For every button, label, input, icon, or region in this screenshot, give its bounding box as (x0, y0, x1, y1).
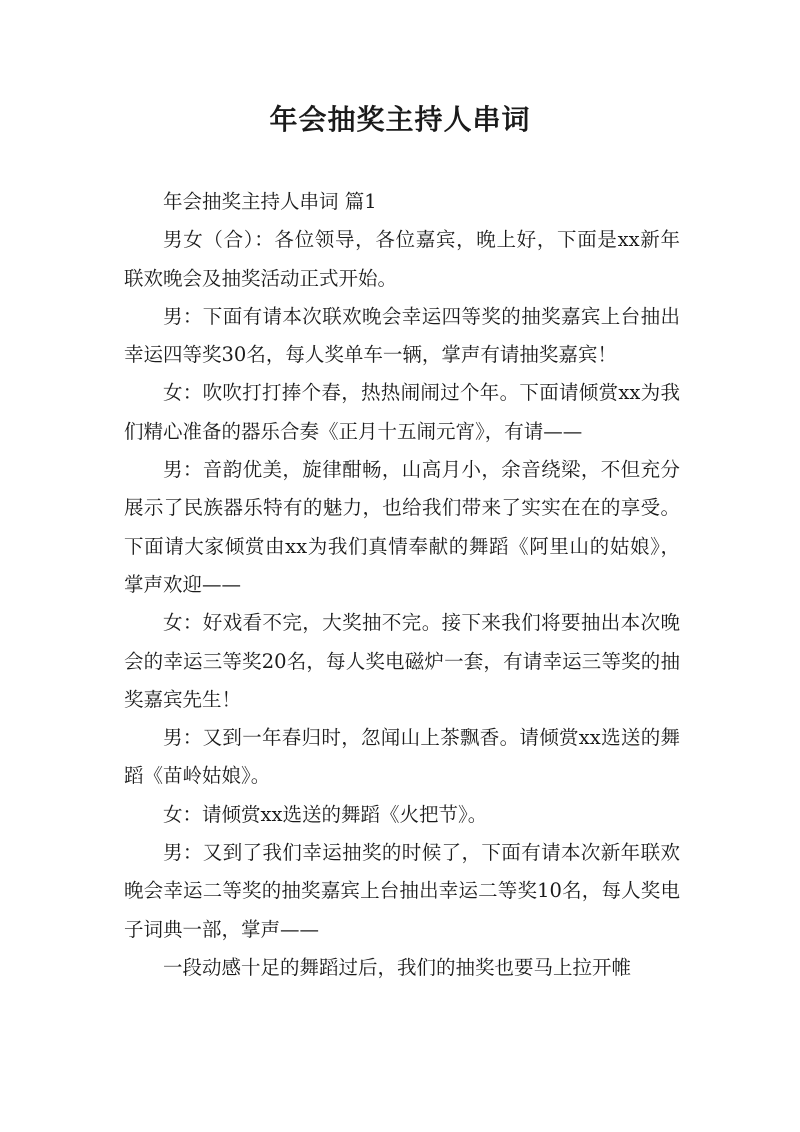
paragraph: 男：又到了我们幸运抽奖的时候了，下面有请本次新年联欢晚会幸运二等奖的抽奖嘉宾上台抽出幸运二等奖10名，每人奖电子词典一部，掌声—— (124, 841, 680, 941)
paragraph: 女：好戏看不完，大奖抽不完。接下来我们将要抽出本次晚会的幸运三等奖20名，每人奖电磁炉一套，有请幸运三等奖的抽奖嘉宾先生！ (124, 611, 680, 711)
paragraph: 一段动感十足的舞蹈过后，我们的抽奖也要马上拉开帷 (163, 955, 632, 979)
section-heading: 年会抽奖主持人串词 篇1 (163, 190, 377, 213)
document-body (124, 183, 680, 987)
document-title: 年会抽奖主持人串词 (269, 103, 531, 136)
paragraph: 男：又到一年春归时，忽闻山上茶飘香。请倾赏xx选送的舞蹈《苗岭姑娘》。 (124, 726, 680, 788)
paragraph: 男：音韵优美，旋律酣畅，山高月小，余音绕梁，不但充分展示了民族器乐特有的魅力，也给我们带来了实实在在的享受。下面请大家倾赏由xx为我们真情奉献的舞蹈《阿里山的姑娘》，掌声欢迎—— (124, 458, 680, 596)
paragraph: 女：请倾赏xx选送的舞蹈《火把节》。 (163, 802, 488, 826)
paragraph: 男女（合）：各位领导，各位嘉宾，晚上好，下面是xx新年联欢晚会及抽奖活动正式开始。 (124, 228, 680, 290)
paragraph: 男：下面有请本次联欢晚会幸运四等奖的抽奖嘉宾上台抽出幸运四等奖30名，每人奖单车一辆，掌声有请抽奖嘉宾！ (124, 304, 680, 367)
paragraph: 女：吹吹打打捧个春，热热闹闹过个年。下面请倾赏xx为我们精心准备的器乐合奏《正月十五闹元宵》，有请—— (124, 381, 680, 443)
